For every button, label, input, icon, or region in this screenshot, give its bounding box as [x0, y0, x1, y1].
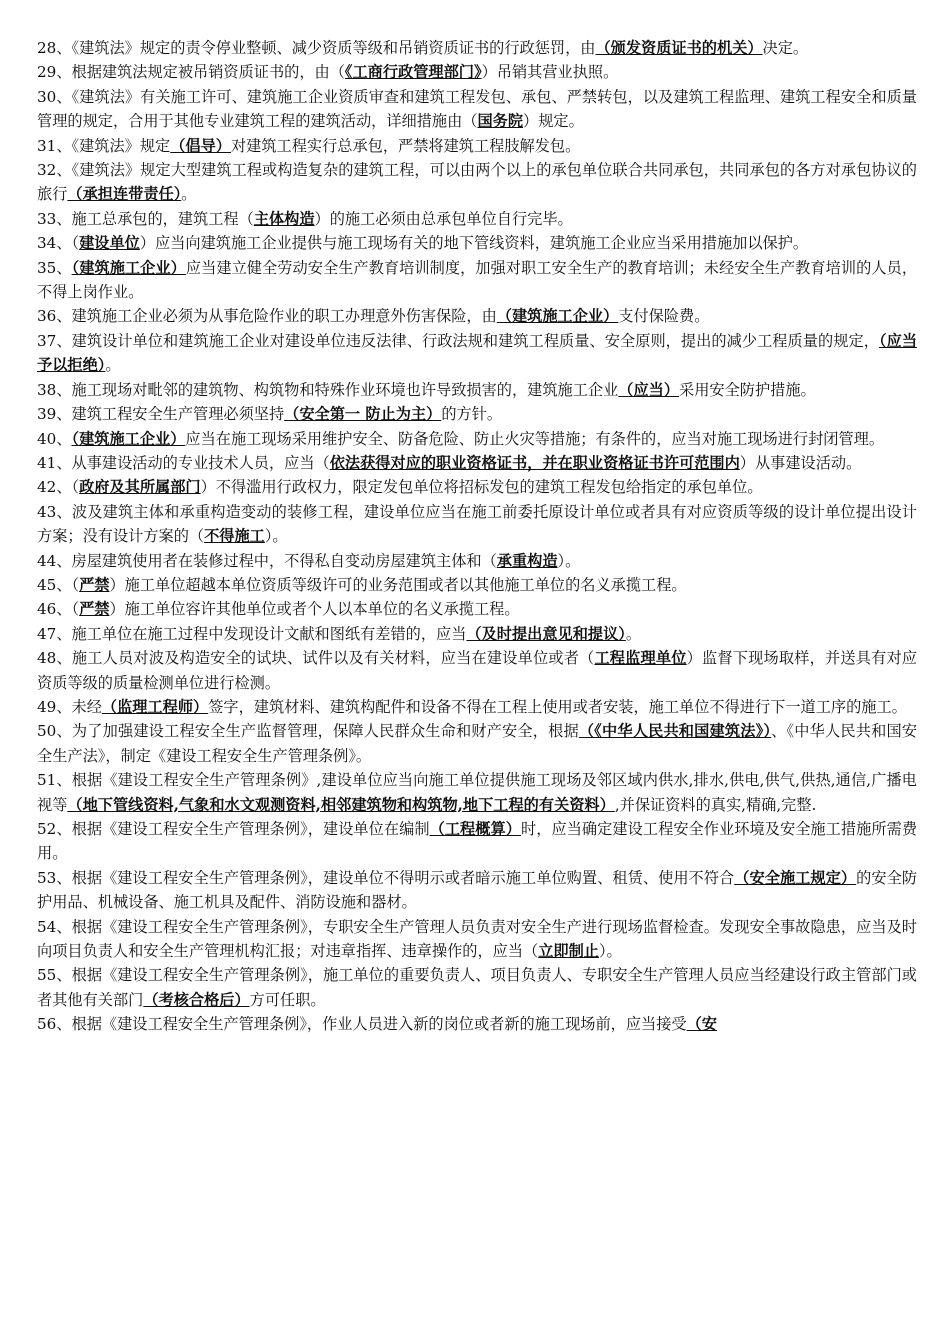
answer-text: 依法获得对应的职业资格证书，并在职业资格证书许可范围内	[329, 453, 740, 472]
question-text: ）施工单位超越本单位资质等级许可的业务范围或者以其他施工单位的名义承揽工程。	[109, 575, 687, 594]
answer-text: （应当予以拒绝）	[37, 331, 918, 375]
question-item	[37, 60, 917, 84]
question-item	[37, 719, 917, 768]
question-text: ）不得滥用行政权力，限定发包单位将招标发包的建筑工程发包给指定的承包单位。	[200, 478, 763, 497]
question-text: 54、根据《建设工程安全生产管理条例》，专职安全生产管理人员负责对安全生产进行现场监督检查。发现安全事故隐患，应当及时向项目负责人和安全生产管理机构汇报；对违章指挥、违章操作的，应当（	[37, 917, 917, 961]
question-item	[37, 158, 917, 207]
answer-text: （建筑施工企业）	[496, 307, 619, 326]
question-text: 31、《建筑法》规定	[37, 136, 171, 155]
answer-text: 政府及其所属部门	[79, 478, 201, 497]
question-text: 49、未经	[37, 697, 102, 716]
question-text: 56、根据《建设工程安全生产管理条例》，作业人员进入新的岗位或者新的施工现场前，应当接受	[37, 1015, 687, 1034]
question-text: ）。	[557, 551, 581, 570]
answer-text: （及时提出意见和提议）	[466, 624, 626, 643]
question-item	[37, 402, 917, 426]
question-item	[37, 915, 917, 964]
question-text: ）。	[264, 527, 288, 546]
question-text: 53、根据《建设工程安全生产管理条例》，建设单位不得明示或者暗示施工单位购置、租赁、使用不符合	[37, 868, 735, 887]
answer-text: （地下管线资料,气象和水文观测资料,相邻建筑物和构筑物,地下工程的有关资料）	[67, 795, 615, 814]
question-item	[37, 622, 917, 646]
question-item	[37, 817, 917, 866]
answer-text: （考核合格后）	[143, 990, 250, 1009]
question-text: 签字，建筑材料、建筑构配件和设备不得在工程上使用或者安装，施工单位不得进行下一道工序的施工。	[208, 697, 907, 716]
answer-text: 《工商行政管理部门》	[344, 63, 482, 82]
question-text: 46、（	[37, 600, 80, 619]
question-text: 34、（	[37, 234, 80, 253]
question-text: 52、根据《建设工程安全生产管理条例》，建设单位在编制	[37, 820, 430, 838]
question-item	[37, 573, 917, 597]
question-text: 42、（	[37, 478, 80, 497]
question-item	[37, 85, 917, 134]
question-text: 40、	[37, 429, 72, 448]
question-text: 。	[625, 624, 642, 643]
question-item	[37, 475, 917, 499]
question-text: 37、建筑设计单位和建筑施工企业对建设单位违反法律、行政法规和建筑工程质量、安全原则，提出的减少工程质量的规定，	[37, 331, 879, 350]
question-item	[37, 304, 917, 328]
question-text: 时，应当确定建设工程安全作业环境及安全施工措施所需费用。	[37, 820, 918, 863]
question-text: 应当在施工现场采用维护安全、防备危险、防止火灾等措施；有条件的，应当对施工现场进行封闭管理。	[185, 429, 885, 448]
question-text: ）吊销其营业执照。	[481, 63, 619, 82]
question-text: ）的施工必须由总承包单位自行完毕。	[314, 209, 573, 228]
question-text: 43、波及建筑主体和承重构造变动的装修工程，建设单位应当在施工前委托原设计单位或者具有对应资质等级的设计单位提出设计方案；没有设计方案的（	[37, 502, 917, 546]
question-item	[37, 378, 917, 402]
answer-text: （倡导）	[170, 136, 231, 155]
question-item	[37, 134, 917, 158]
question-text: ）施工单位容许其他单位或者个人以本单位的名义承揽工程。	[109, 600, 520, 619]
answer-text: （颁发资质证书的机关）	[595, 39, 763, 57]
answer-text: 不得施工	[204, 527, 265, 546]
answer-text: 立即制止	[538, 942, 599, 961]
answer-text: （建筑施工企业）	[71, 429, 186, 448]
question-text: 41、从事建设活动的专业技术人员，应当（	[37, 453, 330, 472]
answer-text: 严禁	[79, 600, 110, 619]
question-item	[37, 549, 917, 573]
question-text: ）应当向建筑施工企业提供与施工现场有关的地下管线资料，建筑施工企业应当采用措施加以保护。	[139, 234, 809, 253]
question-text: 。	[181, 185, 197, 204]
question-text: 36、建筑施工企业必须为从事危险作业的职工办理意外伤害保险，由	[37, 307, 497, 326]
question-text: 50、为了加强建设工程安全生产监督管理，保障人民群众生命和财产安全，根据	[37, 722, 579, 741]
question-item	[37, 256, 917, 305]
question-item	[37, 36, 917, 60]
answer-text: （安	[686, 1015, 717, 1034]
question-text: 29、根据建筑法规定被吊销资质证书的，由（	[37, 63, 345, 82]
question-text: 45、（	[37, 575, 80, 594]
question-text: 。	[105, 356, 121, 375]
question-item	[37, 500, 917, 549]
question-item	[37, 427, 917, 451]
answer-text: （应当）	[618, 380, 680, 399]
question-item	[37, 231, 917, 255]
question-item	[37, 866, 917, 915]
question-item	[37, 768, 917, 817]
question-text: ）。	[598, 942, 622, 961]
question-text: 的方针。	[441, 405, 503, 424]
question-item	[37, 597, 917, 621]
question-text: 30、《建筑法》有关施工许可、建筑施工企业资质审查和建筑工程发包、承包、严禁转包，以及建筑工程监理、建筑工程安全和质量管理的规定，合用于其他专业建筑工程的建筑活动，详细措施由（	[37, 87, 917, 131]
answer-text: 建设单位	[79, 234, 140, 253]
question-text: ,并保证资料的真实,精确,完整.	[614, 795, 817, 814]
answer-text: （建筑施工企业）	[71, 258, 186, 277]
question-text: ）监督下现场取样，并送具有对应资质等级的质量检测单位进行检测。	[37, 649, 918, 692]
question-text: 33、施工总承包的，建筑工程（	[37, 209, 254, 228]
question-text: 35、	[37, 258, 72, 277]
answer-text: 主体构造	[253, 209, 315, 228]
question-text: 48、施工人员对波及构造安全的试块、试件以及有关材料，应当在建设单位或者（	[37, 649, 595, 668]
question-item	[37, 695, 917, 719]
question-text: 决定。	[762, 39, 809, 57]
answer-text: （《中华人民共和国建筑法》）	[578, 722, 772, 741]
question-text: 采用安全防护措施。	[679, 380, 816, 399]
answer-text: （安全施工规定）	[734, 868, 857, 887]
question-text: 38、施工现场对毗邻的建筑物、构筑物和特殊作业环境也许导致损害的，建筑施工企业	[37, 380, 619, 399]
question-text: 对建筑工程实行总承包，严禁将建筑工程肢解发包。	[230, 136, 581, 155]
answer-text: （安全第一 防止为主）	[284, 405, 442, 424]
document-page	[37, 36, 917, 1037]
question-text: 32、《建筑法》规定大型建筑工程或构造复杂的建筑工程，可以由两个以上的承包单位联合共同承包，共同承包的各方对承包协议的旅行	[37, 161, 917, 204]
question-text: ）从事建设活动。	[739, 453, 862, 472]
answer-text: （承担连带责任）	[67, 185, 182, 204]
question-item	[37, 451, 917, 475]
question-item	[37, 1012, 917, 1036]
answer-text: 国务院	[477, 112, 523, 131]
answer-text: （监理工程师）	[101, 697, 209, 716]
question-text: 28、《建筑法》规定的责令停业整顿、减少资质等级和吊销资质证书的行政惩罚，由	[37, 39, 596, 57]
question-text: 51、根据《建设工程安全生产管理条例》,建设单位应当向施工单位提供施工现场及邻区域内供水,排水,供电,供气,供热,通信,广播电视等	[37, 771, 917, 814]
question-text: 应当建立健全劳动安全生产教育培训制度，加强对职工安全生产的教育培训；未经安全生产教育培训的人员，不得上岗作业。	[37, 258, 918, 302]
question-item	[37, 207, 917, 231]
question-text: 44、房屋建筑使用者在装修过程中，不得私自变动房屋建筑主体和（	[37, 551, 497, 570]
answer-text: 严禁	[79, 575, 110, 594]
question-item	[37, 646, 917, 695]
question-text: 的安全防护用品、机械设备、施工机具及配件、消防设施和器材。	[37, 868, 918, 912]
question-text: 支付保险费。	[618, 307, 710, 326]
question-item	[37, 329, 917, 378]
question-text: 方可任职。	[249, 990, 326, 1009]
question-text: ）规定。	[523, 112, 584, 131]
question-text: 47、施工单位在施工过程中发现设计文献和图纸有差错的，应当	[37, 624, 467, 643]
answer-text: （工程概算）	[429, 820, 521, 838]
answer-text: 承重构造	[496, 551, 558, 570]
question-text: 、《中华人民共和国安全生产法》，制定《建设工程安全生产管理条例》。	[37, 722, 918, 765]
question-item	[37, 963, 917, 1012]
question-text: 55、根据《建设工程安全生产管理条例》，施工单位的重要负责人、项目负责人、专职安全生产管理人员应当经建设行政主管部门或者其他有关部门	[37, 966, 917, 1009]
question-text: 39、建筑工程安全生产管理必须坚持	[37, 405, 285, 424]
answer-text: 工程监理单位	[594, 649, 687, 668]
